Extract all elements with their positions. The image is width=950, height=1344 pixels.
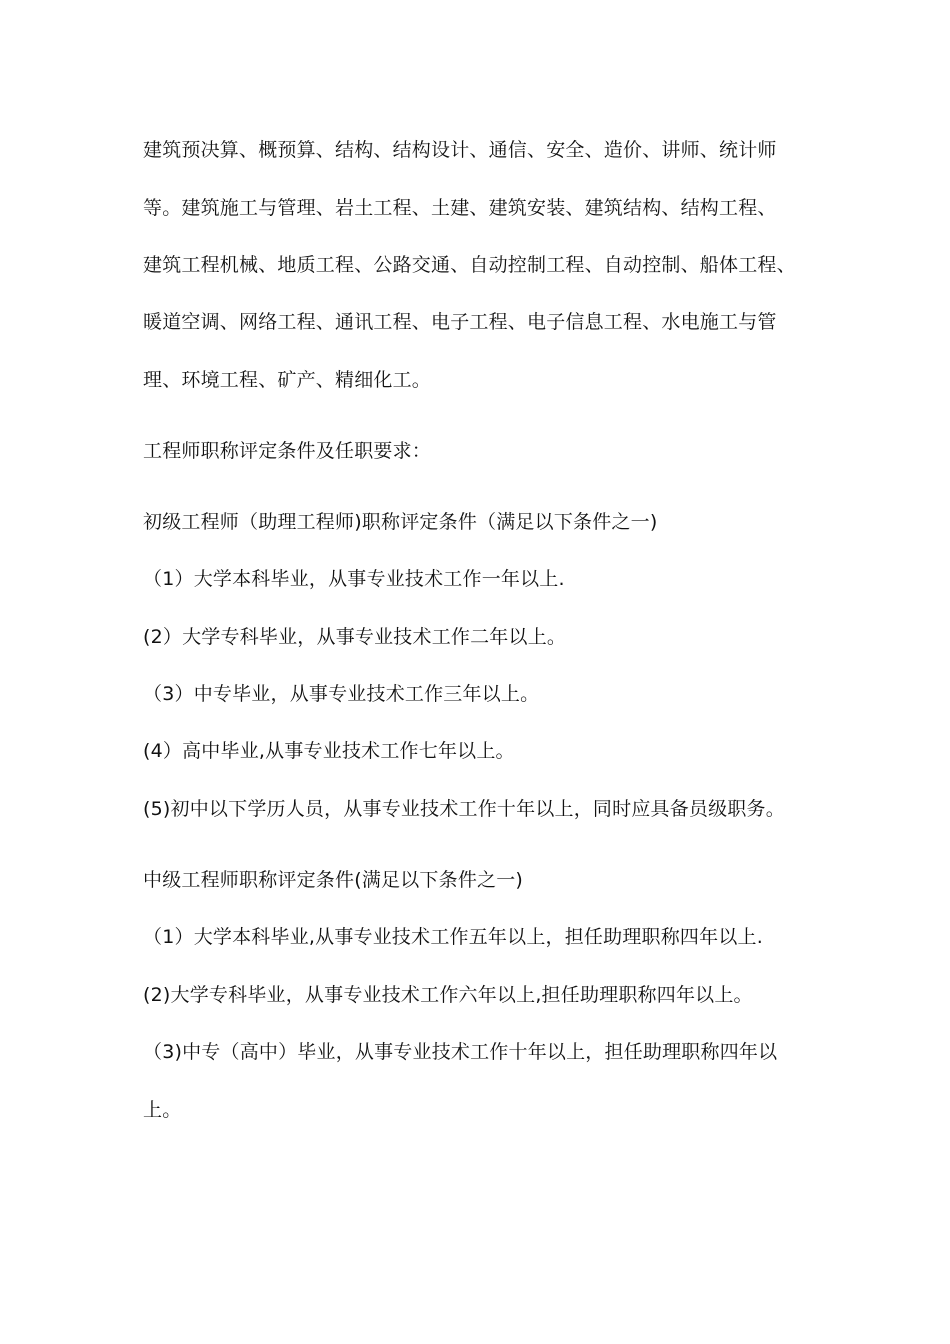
junior-item-3: （3）中专毕业，从事专业技术工作三年以上。 [143, 683, 540, 705]
intermediate-item-3: （3)中专（高中）毕业，从事专业技术工作十年以上，担任助理职称四年以 [143, 1041, 778, 1063]
intermediate-item-1: （1）大学本科毕业,从事专业技术工作五年以上，担任助理职称四年以上. [143, 926, 763, 948]
junior-item-2: (2）大学专科毕业，从事专业技术工作二年以上。 [143, 626, 567, 648]
intermediate-heading: 中级工程师职称评定条件(满足以下条件之一) [143, 869, 524, 891]
paragraph-line-4: 暖道空调、网络工程、通讯工程、电子工程、电子信息工程、水电施工与管 [143, 311, 777, 333]
junior-item-1: （1）大学本科毕业，从事专业技术工作一年以上. [143, 568, 565, 590]
junior-item-4: (4）高中毕业,从事专业技术工作七年以上。 [143, 740, 515, 762]
paragraph-line-1: 建筑预决算、概预算、结构、结构设计、通信、安全、造价、讲师、统计师 [143, 139, 777, 161]
junior-item-5: (5)初中以下学历人员，从事专业技术工作十年以上，同时应具备员级职务。 [143, 798, 785, 820]
paragraph-line-2: 等。建筑施工与管理、岩土工程、土建、建筑安装、建筑结构、结构工程、 [143, 197, 777, 219]
section-title: 工程师职称评定条件及任职要求： [143, 440, 432, 462]
intermediate-item-2: (2)大学专科毕业，从事专业技术工作六年以上,担任助理职称四年以上。 [143, 984, 753, 1006]
junior-heading: 初级工程师（助理工程师)职称评定条件（满足以下条件之一) [143, 511, 658, 533]
intermediate-item-3-continued: 上。 [143, 1099, 182, 1121]
paragraph-line-5: 理、环境工程、矿产、精细化工。 [143, 369, 432, 391]
paragraph-line-3: 建筑工程机械、地质工程、公路交通、自动控制工程、自动控制、船体工程、 [143, 254, 796, 276]
